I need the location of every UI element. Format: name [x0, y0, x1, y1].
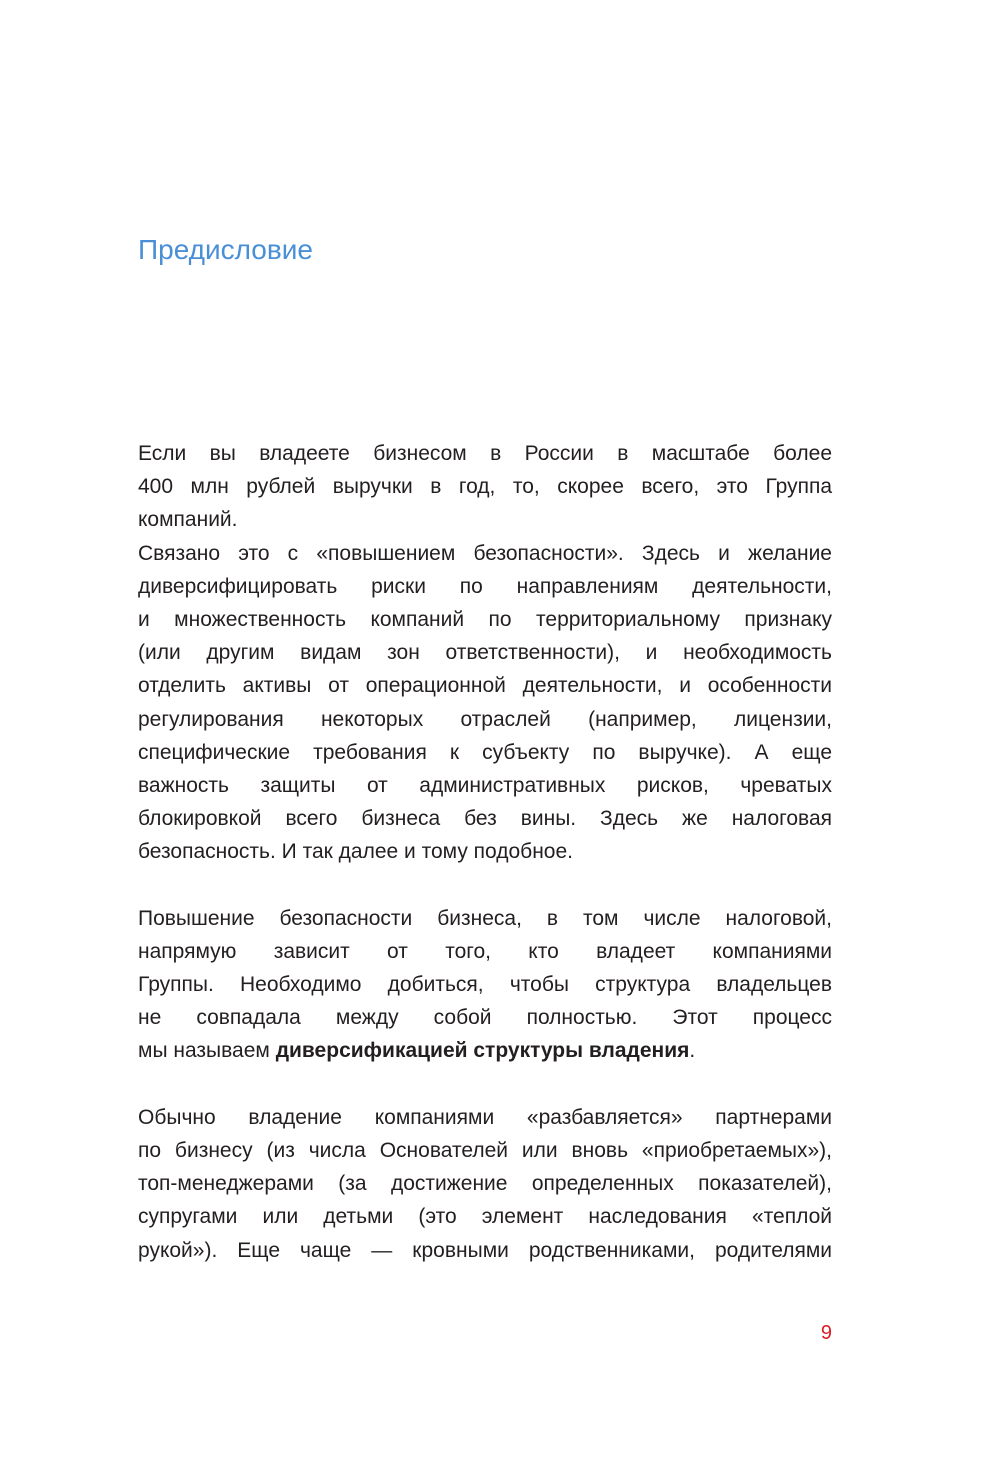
text-line: рукой»). Еще чаще — кровными родственниками, родителями	[138, 1238, 832, 1262]
text-line: важность защиты от административных рисков, чреватых	[138, 773, 832, 797]
text-span: мы называем	[138, 1039, 276, 1063]
text-line: 400 млн рублей выручки в год, то, скорее всего, это Группа	[138, 475, 832, 499]
paragraph-2	[138, 902, 832, 1068]
text-line: Связано это с «повышением безопасности». Здесь и желание	[138, 541, 832, 565]
text-line: Если вы владеете бизнесом в России в масштабе более	[138, 442, 832, 465]
text-line: напрямую зависит от того, кто владеет компаниями	[138, 939, 832, 963]
text-line: (или другим видам зон ответственности), и необходимость	[138, 641, 832, 665]
text-line	[138, 1034, 832, 1067]
text-line: и множественность компаний по территориальному признаку	[138, 607, 832, 631]
text-line: компаний.	[138, 508, 238, 532]
text-line: блокировкой всего бизнеса без вины. Здесь же налоговая	[138, 807, 832, 831]
chapter-title: Предисловие	[138, 234, 313, 265]
text-line: Обычно владение компаниями «разбавляется» партнерами	[138, 1105, 832, 1129]
bold-term: диверсификацией структуры владения	[275, 1039, 690, 1063]
text-line: специфические требования к субъекту по выручке). А еще	[138, 740, 832, 764]
body-text	[138, 437, 832, 1267]
text-line: отделить активы от операционной деятельности, и особенности	[138, 674, 832, 698]
text-line: топ-менеджерами (за достижение определенных показателей),	[138, 1172, 832, 1196]
text-span: .	[689, 1039, 696, 1063]
page-number: 9	[820, 1322, 832, 1344]
paragraph-3	[138, 1101, 832, 1267]
text-line: супругами или детьми (это элемент наследования «теплой	[138, 1205, 832, 1229]
paragraph-1	[138, 437, 832, 868]
text-line: Группы. Необходимо добиться, чтобы структура владельцев	[138, 973, 832, 996]
text-line: по бизнесу (из числа Основателей или вновь «приобретаемых»),	[138, 1138, 832, 1162]
text-line: регулирования некоторых отраслей (например, лицензии,	[138, 707, 832, 731]
text-line: безопасность. И так далее и тому подобное.	[138, 840, 574, 864]
text-line: Повышение безопасности бизнеса, в том числе налоговой,	[138, 906, 832, 930]
text-line: диверсифицировать риски по направлениям деятельности,	[138, 574, 832, 598]
text-line: не совпадала между собой полностью. Этот процесс	[138, 1006, 832, 1030]
